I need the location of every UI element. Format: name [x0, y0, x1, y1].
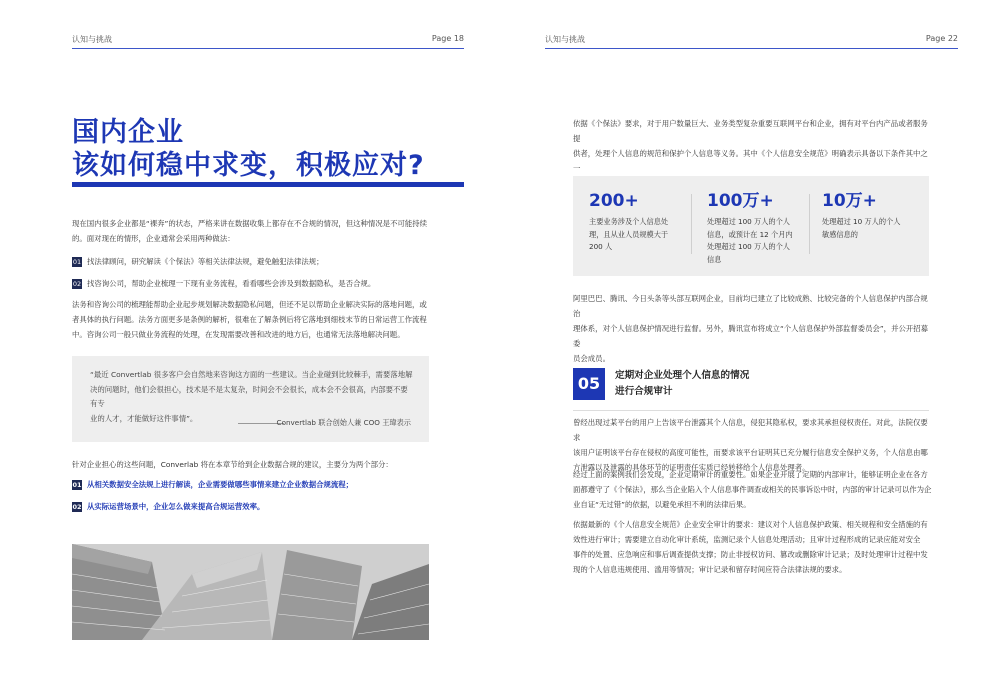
text-line: 处理超过 100 万人的个人 — [707, 242, 790, 251]
section-title — [615, 368, 749, 400]
option-item-1 — [72, 256, 324, 268]
stat-description — [822, 216, 922, 241]
text-line: 法务和咨询公司的梳理能帮助企业起步规划解决数据隐私问题，但还不足以帮助企业解决实际的落地问题，或 — [72, 300, 427, 309]
stat-divider — [809, 194, 810, 254]
text-line: 效性进行审计；需要建立自动化审计系统，监测记录个人信息处理活动；且审计过程形成的记录应能对安全 — [573, 535, 921, 544]
option-number: 02 — [72, 280, 82, 288]
text-line: 依据最新的《个人信息安全规范》企业安全审计的要求：建议对个人信息保护政策、相关规程和安全措施的有 — [573, 520, 928, 529]
intro-paragraph — [72, 216, 464, 246]
text-line: 供者，处理个人信息的规范和保护个人信息等义务。其中《个人信息安全规范》明确表示具备以下条件其中之一 — [573, 149, 928, 173]
text-line: 曾经出现过某平台的用户上告该平台泄露其个人信息，侵犯其隐私权，要求其承担侵权责任。对此，法院仅要求 — [573, 418, 928, 442]
text-line: 的。面对现在的情形，企业通常会采用两种做法： — [72, 234, 235, 243]
part-item-1 — [72, 479, 353, 491]
text-line: 业自证“无过错”的依据，以避免承担不利的法律后果。 — [573, 500, 751, 509]
header-rule — [72, 48, 464, 49]
page-header — [545, 34, 958, 48]
stat-card — [822, 190, 922, 241]
text-line: 中。咨询公司一般只做业务流程的处理，在发现需要改善和改进的地方后，也通常无法落地解决问题。 — [72, 330, 405, 339]
option-text: 找咨询公司，帮助企业梳理一下现有业务流程，看看哪些会涉及到数据隐私，是否合规。 — [87, 279, 376, 288]
stat-card — [589, 190, 689, 254]
text-line: 面都遵守了《个保法》，那么当企业陷入个人信息事件调查或相关的民事诉讼中时，内部的审计记录可以作为企 — [573, 485, 932, 494]
skyscraper-photo — [72, 544, 429, 640]
stat-value: 100万+ — [707, 191, 774, 211]
text-line: 阿里巴巴、腾讯、今日头条等头部互联网企业，目前均已建立了比较成熟、比较完备的个人信息保护内部合规治 — [573, 294, 928, 318]
text-line: 方泄露以及泄露的具体环节的证明责任实质已经转移给个人信息处理者。 — [573, 463, 810, 472]
text-line: 理，且从业人员规模大于 — [589, 229, 669, 239]
text-line: 者具体的执行问题。法务方面更多是条例的解析，很难在了解条例后将它落地到细枝末节的日常运营工作流程 — [72, 315, 427, 324]
text-line: 现在国内很多企业都是“裸奔”的状态，严格来讲在数据收集上都存在不合规的情况，但这种情况是不可能持续 — [72, 219, 428, 228]
text-line: 现的个人信息违规使用、滥用等情况；审计记录和留存时间应符合法律法规的要求。 — [573, 565, 847, 574]
text-line: 敏感信息的 — [822, 229, 858, 239]
part-number: 01 — [72, 481, 82, 489]
text-line: 处理超过 10 万人的个人 — [822, 217, 901, 226]
text-line: 信息，或预计在 12 个月内 — [707, 229, 793, 239]
text-line: “最近 Convertlab 很多客户会自然地来咨询这方面的一些建议。当企业碰到比较棘手，需要落地解 — [90, 370, 413, 379]
page-header — [72, 34, 464, 48]
text-line: 进行合规审计 — [615, 386, 673, 397]
text-line: 员会成员。 — [573, 354, 610, 363]
part-text: 从实际运营场景中，企业怎么做来提高合规运营效率。 — [87, 502, 265, 511]
stat-description — [707, 216, 807, 266]
text-line: 200 人 — [589, 242, 613, 251]
text-line: 信息 — [707, 254, 722, 264]
page-title — [72, 116, 425, 182]
section-label: 认知与挑战 — [72, 35, 112, 44]
section-label: 认知与挑战 — [545, 35, 585, 44]
companies-paragraph — [573, 291, 933, 366]
stat-value: 10万+ — [822, 191, 877, 211]
analysis-paragraph — [72, 297, 464, 342]
right-page — [500, 0, 1000, 700]
text-line: 处理超过 100 万人的个人 — [707, 217, 790, 226]
header-rule — [545, 48, 958, 49]
section-number-badge: 05 — [573, 368, 605, 400]
quote-box — [72, 356, 429, 442]
text-line: 决的问题时，他们会很担心，技术是不是太复杂，时间会不会很长，成本会不会很高，内部要不要有专 — [90, 384, 408, 408]
text-line: 经过上面的案例我们会发现，企业定期审计的重要性。如果企业开展了定期的内部审计，能够证明企业在各方 — [573, 470, 928, 479]
section-divider — [573, 410, 929, 411]
quote-author: Convertlab 联合创始人兼 COO 王瑋表示 — [276, 418, 411, 427]
audit-importance-paragraph — [573, 467, 933, 512]
stat-description — [589, 216, 689, 254]
part-number: 02 — [72, 503, 82, 511]
title-line-1: 国内企业 — [72, 117, 184, 148]
title-underline — [72, 182, 464, 187]
case-paragraph — [573, 415, 933, 475]
building-illustration — [72, 544, 429, 640]
stat-value: 200+ — [589, 191, 639, 211]
text-line: 主要业务涉及个人信息处 — [589, 217, 669, 226]
page-number: Page 18 — [431, 34, 464, 43]
option-item-2 — [72, 278, 375, 290]
text-line: 该用户证明该平台存在侵权的高度可能性，而要求该平台证明其已充分履行信息安全保护义务，个人信息由哪 — [573, 448, 928, 457]
text-line: 业的人才，才能做好这件事情”。 — [90, 413, 198, 423]
text-line: 事件的处置、应急响应和事后调查提供支撑；防止非授权访问、篡改或删除审计记录；及时处理审计过程中发 — [573, 550, 928, 559]
option-number: 01 — [72, 258, 82, 266]
text-line: 定期对企业处理个人信息的情况 — [615, 370, 750, 381]
page-number: Page 22 — [925, 34, 958, 43]
stat-card — [707, 190, 807, 266]
parts-intro: 针对企业担心的这些问题，Converlab 将在本章节给到企业数据合规的建议，主要分为两个部分： — [72, 460, 393, 469]
audit-requirements-paragraph — [573, 517, 933, 577]
title-line-2: 该如何稳中求变，积极应对? — [72, 150, 425, 181]
option-text: 找法律顾问，研究解读《个保法》等相关法律法规，避免触犯法律法规； — [87, 257, 324, 266]
stats-panel — [573, 176, 929, 276]
text-line: 依据《个保法》要求，对于用户数量巨大、业务类型复杂重要互联网平台和企业，拥有对平台内产品或者服务提 — [573, 119, 928, 143]
text-line: 理体系，对个人信息保护情况进行监督。另外，腾讯宣布将成立“个人信息保护外部监督委员会”，并公开招募委 — [573, 324, 929, 348]
part-text: 从相关数据安全法规上进行解读，企业需要做哪些事情来建立企业数据合规流程； — [87, 480, 354, 489]
part-item-2 — [72, 501, 264, 513]
stat-divider — [691, 194, 692, 254]
